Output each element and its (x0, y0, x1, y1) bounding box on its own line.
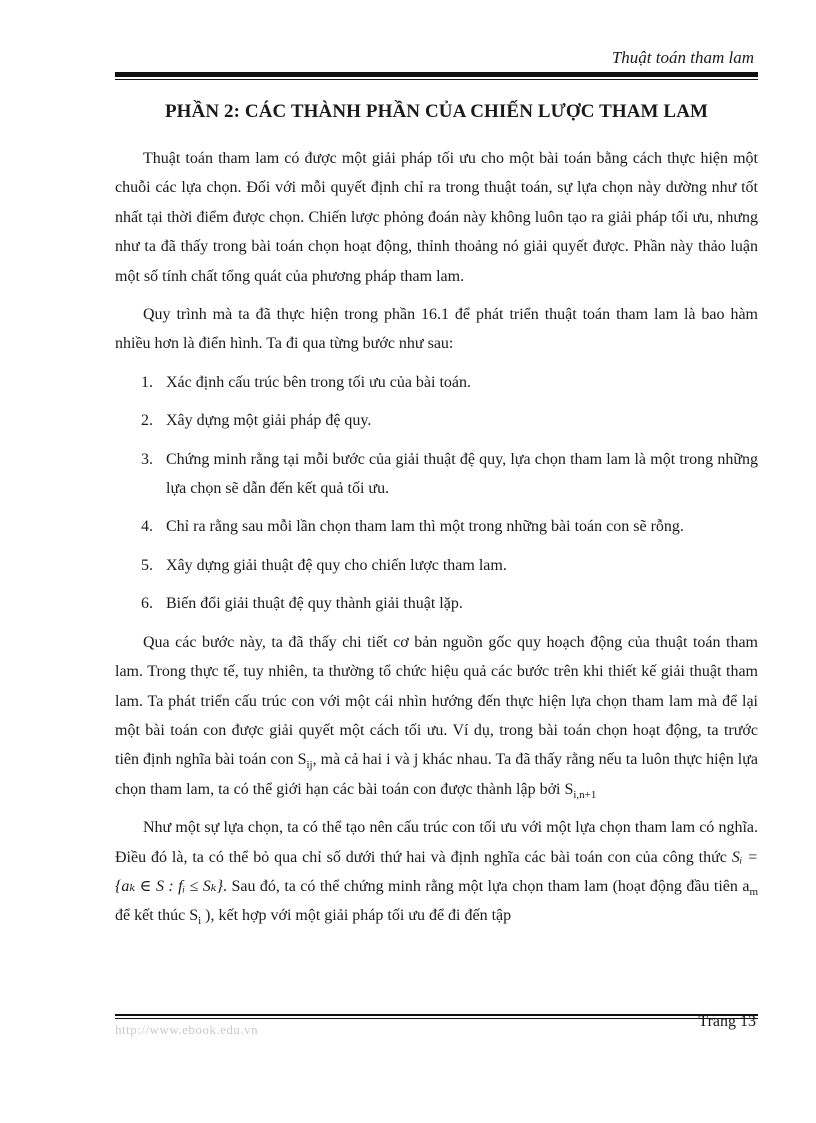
paragraph-procedure: Quy trình mà ta đã thực hiện trong phần 16.1 để phát triển thuật toán tham lam là bao hàm nhiều hơn là điển hình. Ta đi qua từng bước như sau: (115, 306, 758, 353)
list-item (115, 512, 758, 541)
steps-list (115, 368, 758, 619)
list-item-number: 5. (141, 556, 153, 574)
page-number: Trang 13 (698, 1013, 756, 1030)
footer-rule-thick (115, 1014, 758, 1016)
paragraph-text: Qua các bước này, ta đã thấy chi tiết cơ bản nguồn gốc quy hoạch động của thuật toán tham lam. Trong thực tế, tuy nhiên, ta thường tổ chức hiệu quả các bước trên khi thiết kế giải thuật tham lam. Ta phát triển cấu trúc con với một cái nhìn hướng đến thực hiện lựa chọn tham lam mà để lại một bài toán con được giải quyết một cách tối ưu. Ví dụ, trong bài toán chọn hoạt động, ta trước tiên định nghĩa bài toán con S (115, 633, 758, 769)
list-item (115, 406, 758, 435)
section-title: PHẦN 2: CÁC THÀNH PHẦN CỦA CHIẾN LƯỢC THAM LAM (164, 101, 709, 122)
subscript: i,n+1 (573, 788, 597, 801)
formula: Sᵢ = {aₖ ∈ S : fᵢ ≤ Sₖ} (115, 848, 759, 895)
paragraph-analysis (115, 628, 758, 804)
paragraph-intro: Thuật toán tham lam có được một giải pháp tối ưu cho một bài toán bằng cách thực hiện một chuỗi các lựa chọn. Đối với mỗi quyết định chỉ ra trong thuật toán, sự lựa chọn này dường như tốt nhất tại thời điểm được chọn. Chiến lược phỏng đoán này không luôn tạo ra giải pháp tối ưu, nhưng như ta đã thấy trong bài toán chọn hoạt động, thỉnh thoảng nó giải quyết được. Phần này thảo luận một số tính chất tổng quát của phương pháp tham lam. (115, 150, 758, 285)
list-item (115, 551, 758, 580)
list-item-text: Xây dựng một giải pháp đệ quy. (166, 412, 372, 430)
list-item (115, 368, 758, 397)
paragraph-text: ), kết hợp với một giải pháp tối ưu để đi đến tập (201, 907, 512, 925)
footer-url-watermark: http://www.ebook.edu.vn (115, 1022, 259, 1037)
list-item-text: Xây dựng giải thuật đệ quy cho chiến lược tham lam. (166, 556, 507, 574)
paragraph-text: để kết thúc S (115, 907, 199, 925)
list-item-number: 4. (141, 518, 153, 536)
list-item-text: Chỉ ra rằng sau mỗi lần chọn tham lam thì một trong những bài toán con sẽ rỗng. (166, 518, 684, 536)
body-content (115, 144, 758, 940)
paragraph-formula (115, 813, 758, 931)
running-header-title: Thuật toán tham lam (611, 48, 754, 67)
paragraph-text: , mà cả hai i và j khác nhau. Ta đã thấy rằng nếu ta luôn thực hiện lựa chọn tham lam, ta có thể giới hạn các bài toán con được thành lập bởi S (115, 751, 759, 798)
list-item (115, 445, 758, 504)
list-item-number: 2. (141, 412, 153, 430)
list-item-number: 1. (141, 373, 153, 391)
list-item-number: 6. (141, 595, 153, 613)
list-item-text: Biến đổi giải thuật đệ quy thành giải thuật lặp. (166, 595, 463, 613)
list-item-number: 3. (141, 450, 153, 468)
subscript: m (749, 886, 758, 899)
paragraph-text: . Sau đó, ta có thể chứng minh rằng một lựa chọn tham lam (hoạt động đầu tiên a (223, 877, 750, 895)
paragraph-text: Như một sự lựa chọn, ta có thể tạo nên cấu trúc con tối ưu với một lựa chọn tham lam có nghĩa. Điều đó là, ta có thể bỏ qua chỉ số dưới thứ hai và định nghĩa các bài toán con của công thức (115, 819, 758, 866)
list-item-text: Chứng minh rằng tại mỗi bước của giải thuật đệ quy, lựa chọn tham lam là một trong những lựa chọn sẽ dẫn đến kết quả tối ưu. (166, 450, 758, 498)
subscript: i (198, 915, 202, 928)
list-item-text: Xác định cấu trúc bên trong tối ưu của bài toán. (166, 373, 472, 391)
header-rule-thin (115, 79, 758, 80)
header-rule-thick (115, 72, 758, 77)
list-item (115, 589, 758, 618)
footer-rule-thin (115, 1018, 758, 1019)
subscript: ij (306, 759, 313, 772)
